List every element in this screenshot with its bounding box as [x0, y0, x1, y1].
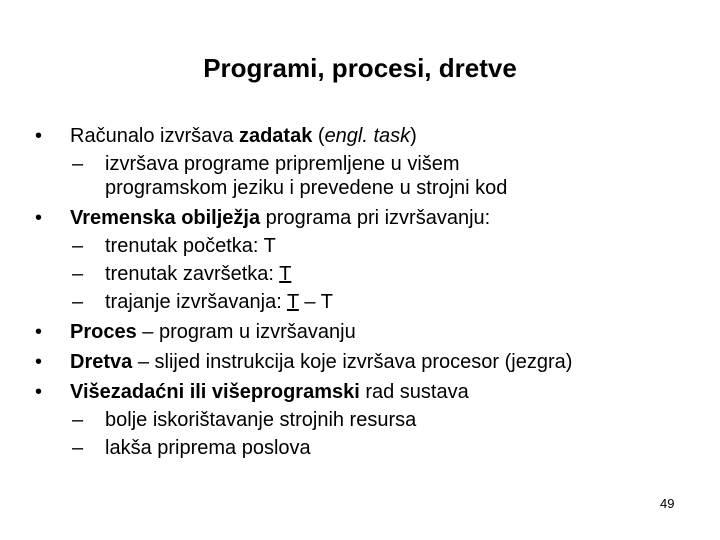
dash-icon: – [72, 153, 84, 175]
slide-title: Programi, procesi, dretve [203, 53, 517, 83]
sub-item-text: bolje iskorištavanje strojnih resursa [105, 409, 417, 431]
sub-item-text: trenutak početka: T [105, 235, 276, 257]
bullet-bold-term: Vremenska obilježja [70, 207, 261, 229]
bullet-dot-icon: • [35, 125, 43, 147]
bullet-text: ( [312, 125, 325, 147]
bullet-text: Računalo izvršava [70, 125, 239, 147]
page-number: 49 [660, 496, 675, 511]
bullet-bold-term: Višezadaćni ili višeprogramski [70, 381, 360, 403]
bullet-bold-term: Dretva [70, 351, 133, 373]
underlined-symbol: T [286, 291, 299, 313]
bullet-text: programa pri izvršavanju: [260, 207, 491, 229]
bullet-bold-term: Proces [70, 321, 137, 343]
sub-item-text: trajanje izvršavanja: [105, 291, 287, 313]
underlined-symbol: T [279, 263, 292, 285]
bullet-text: – slijed instrukcija koje izvršava procesor (jezgra) [132, 351, 573, 373]
bullet-text: – program u izvršavanju [136, 321, 356, 343]
bullet-dot-icon: • [35, 321, 43, 343]
sub-item-text: – T [298, 291, 333, 313]
dash-icon: – [72, 409, 84, 431]
sub-item-text: lakša priprema poslova [105, 437, 311, 459]
sub-item-text: izvršava programe pripremljene u višem [105, 153, 460, 175]
bullet-dot-icon: • [35, 381, 43, 403]
bullet-dot-icon: • [35, 207, 43, 229]
sub-item-text: trenutak završetka: [105, 263, 280, 285]
dash-icon: – [72, 263, 84, 285]
dash-icon: – [72, 291, 84, 313]
bullet-italic-term: engl. task [324, 125, 411, 147]
bullet-dot-icon: • [35, 351, 43, 373]
bullet-text: ) [410, 125, 417, 147]
sub-item-text: programskom jeziku i prevedene u strojni kod [105, 177, 508, 199]
bullet-bold-term: zadatak [238, 125, 313, 147]
dash-icon: – [72, 235, 84, 257]
dash-icon: – [72, 437, 84, 459]
bullet-text: rad sustava [359, 381, 469, 403]
